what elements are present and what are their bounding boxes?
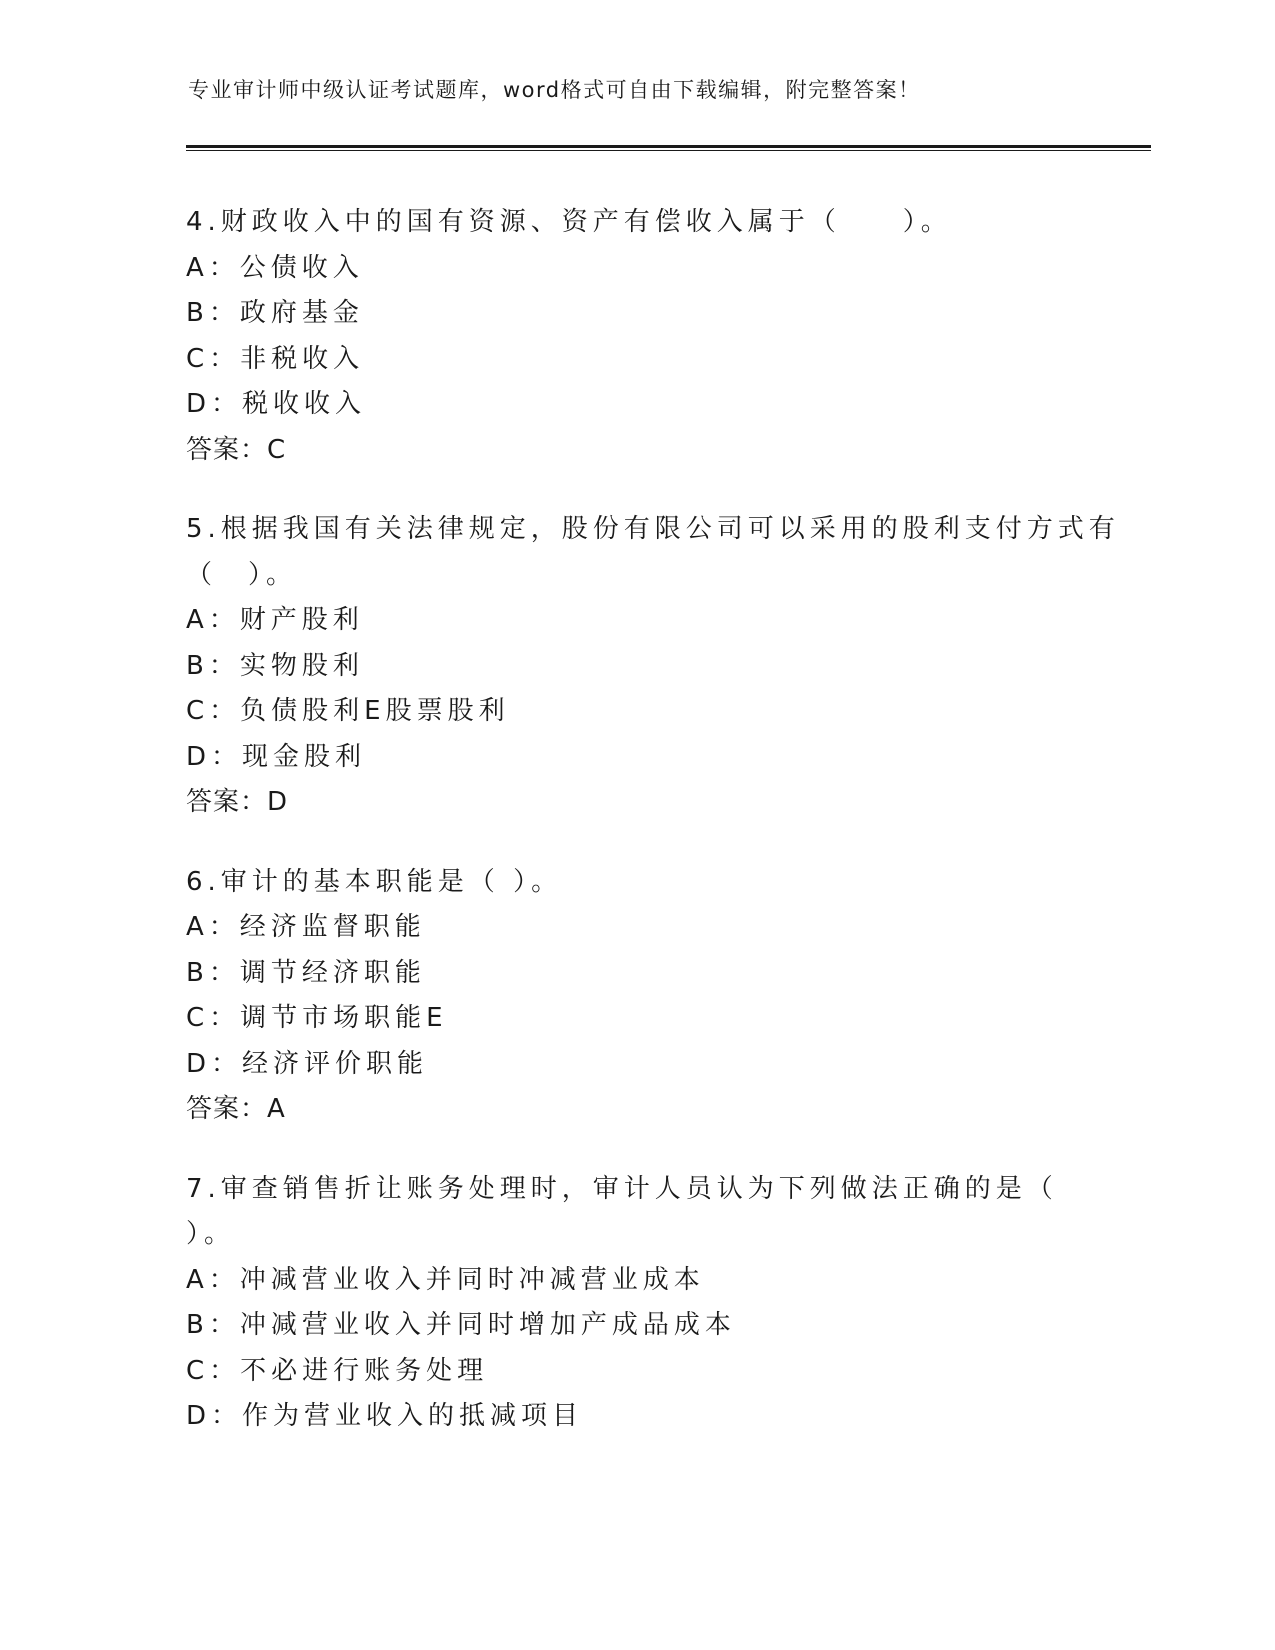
- page-header: 专业审计师中级认证考试题库，word格式可自由下载编辑，附完整答案！: [188, 78, 921, 102]
- option-c: C：不必进行账务处理: [186, 1355, 489, 1386]
- option-d: D：经济评价职能: [186, 1048, 429, 1079]
- question-stem: 6.审计的基本职能是（ ）。: [186, 866, 563, 897]
- question-list: [186, 200, 1120, 1474]
- option-c: C：负债股利E股票股利: [186, 696, 510, 726]
- option-a: A：经济监督职能: [186, 912, 426, 942]
- option-a: A：冲减营业收入并同时冲减营业成本: [186, 1264, 705, 1295]
- question-5: [186, 507, 1120, 826]
- option-d: D：现金股利: [186, 741, 367, 772]
- question-stem: 7.审查销售折让账务处理时，审计人员认为下列做法正确的是（: [186, 1173, 1058, 1204]
- question-4: [186, 200, 1086, 473]
- answer: 答案：D: [186, 787, 289, 817]
- option-b: B：调节经济职能: [186, 957, 426, 988]
- option-c: C：调节市场职能E: [186, 1003, 448, 1033]
- question-stem-continued: （ ）。: [186, 559, 298, 590]
- option-d: D：税收收入: [186, 389, 367, 419]
- option-a: A：公债收入: [186, 252, 364, 283]
- option-b: B：实物股利: [186, 650, 364, 681]
- answer: 答案：C: [186, 434, 287, 465]
- question-stem: 4.财政收入中的国有资源、资产有偿收入属于（ ）。: [186, 207, 952, 237]
- answer: 答案：A: [186, 1094, 286, 1124]
- question-stem-continued: ）。: [186, 1219, 236, 1249]
- question-stem: 5.根据我国有关法律规定，股份有限公司可以采用的股利支付方式有: [186, 514, 1120, 544]
- header-rule-thin: [186, 150, 1151, 151]
- question-7: [186, 1167, 1086, 1440]
- question-6: [186, 860, 1086, 1133]
- option-a: A：财产股利: [186, 605, 364, 635]
- option-b: B：政府基金: [186, 298, 364, 328]
- option-c: C：非税收入: [186, 343, 365, 374]
- option-d: D：作为营业收入的抵减项目: [186, 1401, 584, 1431]
- option-b: B：冲减营业收入并同时增加产成品成本: [186, 1310, 736, 1340]
- header-rule-thick: [186, 145, 1151, 148]
